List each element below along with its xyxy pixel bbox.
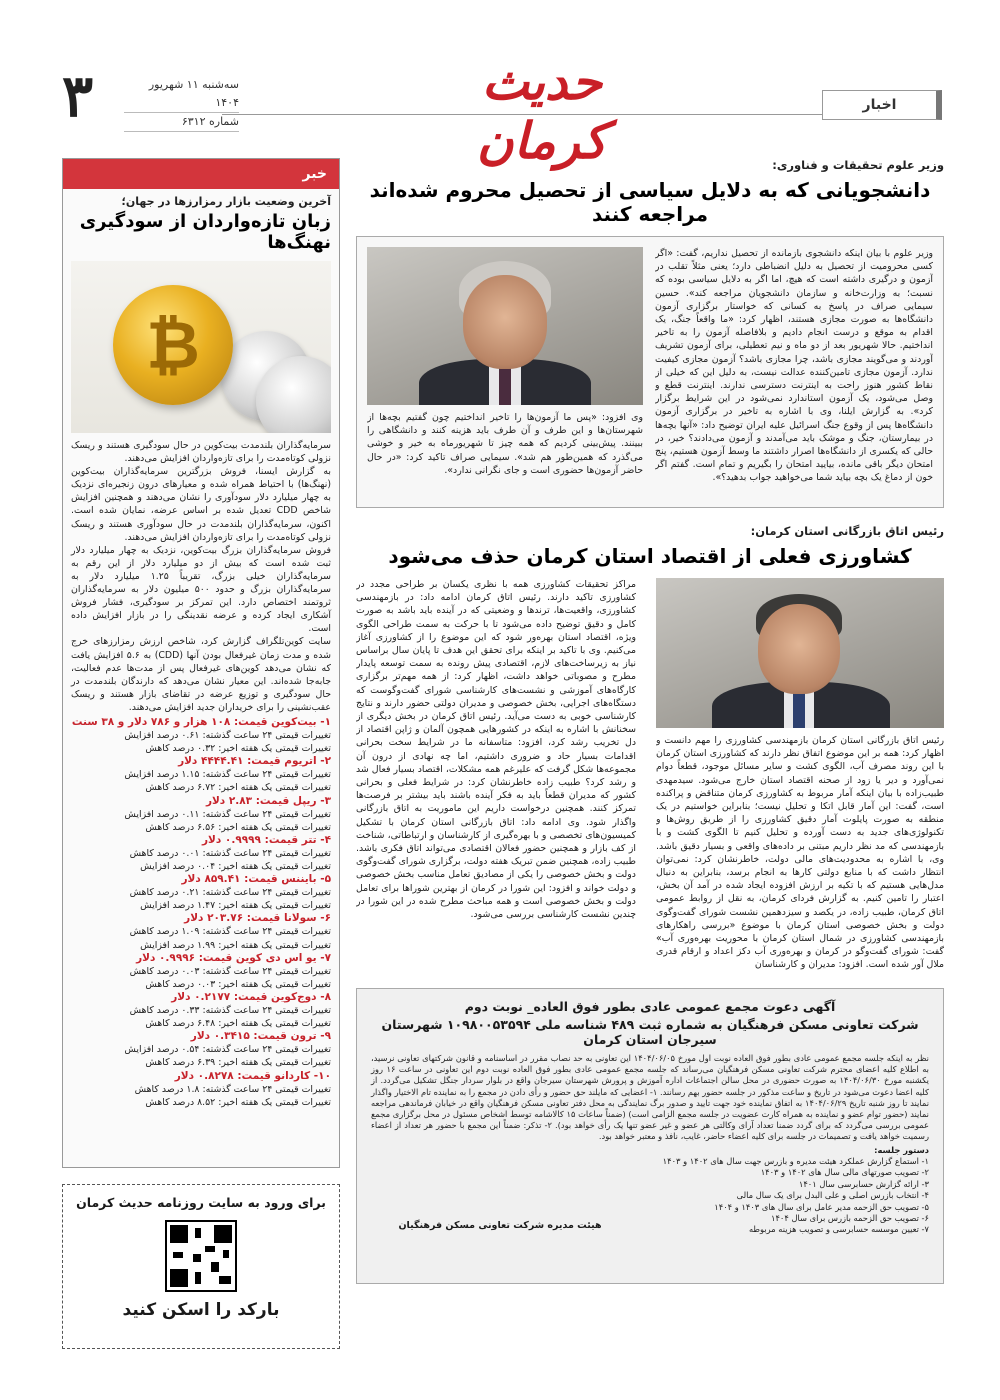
article2-kicker: رئیس اتاق بازرگانی استان کرمان: — [750, 524, 944, 538]
price-item — [71, 716, 331, 755]
price-change-24h: تغییرات قیمتی ۲۴ ساعت گذشته: ۰.۰۱ درصد کاهش — [129, 847, 331, 859]
crypto-kicker: آخرین وضعیت بازار رمزارزها در جهان؛ — [121, 195, 331, 208]
crypto-news-box — [62, 158, 340, 1168]
cooperative-ad-box — [356, 988, 944, 1284]
qr-caption-top: برای ورود به سایت روزنامه حدیث کرمان — [76, 1195, 326, 1210]
price-change-24h: تغییرات قیمتی ۲۴ ساعت گذشته: ۰.۱۱ درصد افزایش — [124, 808, 331, 820]
article1-box — [356, 236, 944, 508]
price-change-week: تغییرات قیمتی یک هفته اخیر: ۶.۳۹ درصد کاهش — [145, 1057, 331, 1069]
article2-text-right: رئیس اتاق بازرگانی استان کرمان بازمهندسی کشاورزی را مهم دانست و اظهار کرد: همه بر این موضوع اتفاق نظر دارند که کشاورزی استان کرمان با این روند مصرف آب، الگوی کشت و سایر مسائل موجود، قطعاً دوام نمی‌آورد و دیر یا زود از صحنه اقتصاد استان خارج می‌شود. سیدمهدی طبیب‌زاده با بیان اینکه آمار مربوط به کشاورزی کرمان متناقض و پراکنده است، گفت: این آمار قابل اتکا و تحلیل نیست؛ بنابراین خواستیم در یک منطقه به صورت پایلوت آمار دقیق کشاورزی را از طریق روش‌ها و تکنولوژی‌های جدید به دست آورده و تحلیل کنیم تا الگوی کشت و با بازمهندسی که مد نظر داریم مبتنی بر داده‌های واقعی و بسیار دقیق باشد. وی، با اشاره به محدودیت‌های مالی دولت، خاطرنشان کرد: نمی‌توان انتظار داشت که با منابع دولتی کارها به انجام برسد، بنابراین به دنبال مدل‌هایی هستیم که با تکیه بر ارزش افزوده ایجاد شده در آمد آن بخش، اعتبار را تامین کنیم. به گزارش فردای کرمان، به نقل از روابط عمومی اتاق کرمان، طبیب زاده، در یکصد و سیزدهمین نشست شورای گفت‌وگوی دولت و بخش خصوصی استان کرمان با موضوع «بررسی راهکارهای بازمهندسی کشاورزی در شمال استان کرمان با محوریت بهره‌وری آب» گفت: شورای گفت‌وگو در کرمان و بهره‌وری آب دکز اعداد و ارقام قدری ملال آور شده است. افزود: مدیران و کارشناسان — [656, 735, 944, 971]
price-change-week: تغییرات قیمتی یک هفته اخیر: ۶.۴۸ درصد کاهش — [145, 1018, 331, 1030]
price-change-24h: تغییرات قیمتی ۲۴ ساعت گذشته: ۱.۰۹ درصد کاهش — [129, 926, 331, 938]
agenda-item: ۳- ارائه گزارش حسابرسی سال ۱۴۰۱ — [798, 1178, 929, 1189]
price-change-week: تغییرات قیمتی یک هفته اخیر: ۸.۵۲ درصد کاهش — [145, 1096, 331, 1108]
ad-signature: هیئت مدیره شرکت تعاونی مسکن فرهنگیان — [398, 1220, 602, 1232]
price-change-week: تغییرات قیمتی یک هفته اخیر: ۰.۳۲ درصد کاهش — [145, 743, 331, 755]
bitcoin-photo — [71, 261, 331, 433]
price-change-week: تغییرات قیمتی یک هفته اخیر: ۶.۵۶ درصد کاهش — [145, 821, 331, 833]
price-title: ۴- تتر قیمت: ۰.۹۹۹۹ دلار — [202, 833, 331, 846]
price-change-week: تغییرات قیمتی یک هفته اخیر: ۰.۰۴ درصد افزایش — [140, 861, 331, 872]
article1-headline[interactable]: دانشجویانی که به دلایل سیاسی از تحصیل محروم شده‌اند مراجعه کنند — [369, 178, 931, 226]
minister-photo — [367, 247, 643, 405]
article1-text-right: وزیر علوم با بیان اینکه دانشجوی بازمانده از تحصیل نداریم، گفت: «اگر کسی محرومیت از تحصیل به دلیل انضباطی دارد؛ یعنی مثلاً تقلب در آزمون و درگیری داشته است که هیچ، اما اگر به دلایل سیاسی بوده که نسبت؛ به وزارت‌خانه و سازمان دانشجویان مراجعه کند». حسین سیمایی صراف در پاسخ به کسانی که خواستار برگزاری آزمون دانشگاه‌ها به صورت مجازی هستند، اظهار کرد: «ما واقعاً جنگ، یک اقدام به موقع و درست انجام دادیم و بلافاصله آزمون را به تاخیر انداختیم. حالا شهریور بعد از دو ماه و نیم تعطیلی، برای آزمون تشریف آوردند و می‌گویند مجازی باشد، چرا مجازی باشد؟ آزمون مجازی کیفیت ندارد. آزمون مجازی تامین‌کننده عدالت نیست، به دلیل این که خیلی از نقاط کشور هنوز راحت به اینترنت دسترسی ندارند. اینترنت قطع و وصل می‌شود، یک آزمون استاندارد نمی‌شود در این شرایط برگزار کرد». به گزارش ایلنا، وی با اشاره به تاخیر در برگزاری آزمون دانشگاه‌ها پس از وقوع جنگ اسرائیل علیه ایران توضیح داد: «آنها بچه‌ها در بیمارستان، جنگ و موشک باید می‌آمدند و آزمون می‌دادند؟ خیر، در حالی که یکسری از دانشگاه‌ها اصرار داشتند ما وسط آزمون هستیم، پنج امتحان دیگر باقی مانده، بیایید امتحان را بگیریم و تمام است. گفتم اگر خون از دماغ یک بچه بیاید شما می‌خواهید جواب بدهید؟». — [655, 248, 933, 484]
price-change-24h: تغییرات قیمتی ۲۴ ساعت گذشته: ۱.۱۵ درصد افزایش — [124, 769, 331, 781]
price-item — [71, 873, 331, 912]
issue-info — [124, 76, 239, 132]
crypto-body — [63, 439, 339, 714]
ad-title: آگهی دعوت مجمع عمومی عادی بطور فوق العاده_ نوبت دوم — [464, 999, 836, 1014]
crypto-paragraph: سرمایه‌گذاران بلندمدت بیت‌کوین در حال سودگیری هستند و ریسک نزولی کوتاه‌مدت را برای تازه‌واردان افزایش می‌دهند. — [71, 440, 331, 465]
price-item — [71, 1070, 331, 1109]
price-item — [71, 991, 331, 1030]
price-item — [71, 952, 331, 991]
agenda-item: ۷- تعیین موسسه حسابرسی و تصویب هزینه مربوطه — [748, 1224, 929, 1235]
ad-agenda — [371, 1145, 929, 1236]
price-title: ۱- بیت‌کوین قیمت: ۱۰۸ هزار و ۷۸۶ دلار و ۳۸ سنت — [71, 715, 331, 728]
qr-promo-box — [62, 1184, 340, 1349]
qr-code-icon[interactable] — [165, 1220, 237, 1292]
chamber-head-photo — [656, 578, 944, 728]
article1-text-left: وی افزود: «پس ما آزمون‌ها را تاخیر انداختیم چون گفتیم بچه‌ها از شهرستان‌ها و این طرف و آن طرف باید هزینه کنند و دانشگاهی را ببینند. پیش‌بینی کردیم که همه چیز تا شهریورماه به خیر و خوشی می‌گذرد که همین‌طور هم شد». سیمایی صراف تاکید کرد: «در حال حاضر آزمون‌ها حضوری است و جای نگرانی ندارد». — [367, 412, 643, 476]
crypto-paragraph: به گزارش ایسنا، فروش بزرگترین سرمایه‌گذاران بیت‌کوین (نهنگ‌ها) با احتیاط همراه شده و معیارهای درون زنجیره‌ای نزدیک به چهار میلیارد دلار سودآوری را نشان می‌دهند و همچنین افزایش شاخص CDD تعدیل شده بر اساس عرضه، نمایان شده است. اکنون، سرمایه‌گذاران بلندمدت در حال سودآوری هستند و ریسک نزولی کوتاه‌مدت را برای تازه‌واردان افزایش می‌دهند. — [71, 466, 331, 543]
article1-kicker: وزیر علوم تحقیقات و فناوری: — [772, 158, 944, 172]
ad-body-text: نظر به اینکه جلسه مجمع عمومی عادی بطور فوق العاده نوبت اول مورخ ۱۴۰۴/۰۶/۰۵ این تعاونی به حد نصاب مقرر در اساسنامه و قانون شرکتهای تعاونی نرسید، به اطلاع کلیه اعضای محترم شرکت تعاونی مسکن فرهنگیان می‌رساند که جلسه مجمع عمومی عادی بطور فوق العاده نوبت دوم این تعاونی در ساعت ۱۶ روز یکشنبه مورخ ۱۴۰۴/۰۶/۳۰ به صورت حضوری در محل سالن اجتماعات اداره آموزش و پرورش شهرستان سیرجان واقع در بلوار سردار جنگل تشکیل می‌گردد. از کلیه اعضا دعوت می‌شود در تاریخ و ساعت مذکور در جلسه حضور بهم رسانند. ۱- اعضایی که مایلند حق حضور و رأی دادن در مجمع را به نماینده تام الاختیار واگذار نمایند تا روز شنبه تاریخ ۱۴۰۴/۰۶/۲۹ به اتفاق نماینده خود جهت تایید و صدور برگ نمایندگی به محل دفتر تعاونی مسکن فرهنگیان واقع در خیابان فرماندهی مراجعه نمایند (حضور توام عضو و نماینده به همراه کارت عضویت در جلسه مجمع الزامی است) (ضمناً ساعات ۱۵ کالاشامه توسط اشخاص مسئول در محل برگزاری مجمع عمومی بررسی می‌گردد که برای گردد ضمنا تعداد آرای وکالتی هر عضو و غیر عضو تنها یک رأی خواهد بود). ۲- تذکر: ضمناً این مجمع با حضور هر تعداد از اعضاء رسمیت خواهد یافت و تصمیمات در جلسه برای کلیه اعضاء حاضر، غایب، نافذ و معتبر خواهد بود. — [371, 1053, 930, 1142]
bitcoin-coin-icon — [113, 285, 233, 405]
issue-date: سه‌شنبه ۱۱ شهریور ۱۴۰۴ — [124, 76, 239, 113]
price-title: ۵- بایننس قیمت: ۸۵۹.۴۱ دلار — [181, 873, 331, 886]
price-change-week: تغییرات قیمتی یک هفته اخیر: ۶.۷۲ درصد کاهش — [145, 782, 331, 794]
price-title: ۳- ریپل قیمت: ۲.۸۳ دلار — [205, 794, 331, 807]
agenda-item: ۵- تصویب حق الزحمه مدیر عامل برای سال های ۱۴۰۳ و ۱۴۰۴ — [714, 1201, 929, 1212]
price-change-24h: تغییرات قیمتی ۲۴ ساعت گذشته: ۰.۵۴ درصد افزایش — [124, 1044, 331, 1056]
price-title: ۱۰- کاردانو قیمت: ۰.۸۲۷۸ دلار — [174, 1069, 331, 1082]
price-title: ۶- سولانا قیمت: ۲۰۳.۷۶ دلار — [184, 912, 331, 925]
bitcoin-symbol-icon: ₿ — [146, 307, 200, 384]
sidebar-column — [62, 158, 340, 1349]
ad-subtitle: شرکت تعاونی مسکن فرهنگیان به شماره ثبت ۴۸۹ شناسه ملی ۱۰۹۸۰۰۵۳۵۹۴ شهرستان سیرجان استان کرمان — [381, 1017, 919, 1047]
price-change-24h: تغییرات قیمتی ۲۴ ساعت گذشته: ۰.۲۱ درصد کاهش — [129, 887, 331, 899]
price-item — [71, 912, 331, 951]
price-change-week: تغییرات قیمتی یک هفته اخیر: ۰.۰۳ درصد کاهش — [145, 978, 331, 990]
price-change-24h: تغییرات قیمتی ۲۴ ساعت گذشته: ۰.۶۱ درصد افزایش — [124, 730, 331, 742]
crypto-paragraph: فروش سرمایه‌گذاران بزرگ بیت‌کوین، نزدیک به چهار میلیارد دلار ثبت شده است که بیش از دو میلیارد دلار از این رقم به سرمایه‌گذاران خیلی بزرگ، تقریباً ۱.۲۵ میلیارد دلار به سرمایه‌گذاران بزرگ و حدود ۵۰۰ میلیون دلار به سرمایه‌گذاران ثروتمند اختصاص دارد. این تمرکز بر سودگیری، فشار فروش آشکاری ایجاد کرده و عرضه نقدینگی را در بازار افزایش داده است. — [71, 544, 331, 635]
price-title: ۹- ترون قیمت: ۰.۳۴۱۵ دلار — [190, 1030, 331, 1043]
price-change-week: تغییرات قیمتی یک هفته اخیر: ۱.۹۹ درصد افزایش — [140, 939, 331, 951]
agenda-item: ۲- تصویب صورتهای مالی سال های ۱۴۰۲ و ۱۴۰۳ — [760, 1167, 929, 1178]
agenda-title: دستور جلسه: — [874, 1144, 929, 1155]
news-tab: خبر — [63, 159, 339, 189]
crypto-price-list — [63, 714, 339, 1109]
price-item — [71, 1030, 331, 1069]
newspaper-logo[interactable]: حدیث کرمان — [476, 52, 608, 170]
main-column — [356, 158, 944, 1284]
price-change-week: تغییرات قیمتی یک هفته اخیر: ۱.۴۷ درصد افزایش — [140, 900, 331, 912]
qr-caption-bottom: بارکد را اسکن کنید — [122, 1300, 280, 1320]
price-title: ۸- دوج‌کوین قیمت: ۰.۲۱۷۷ دلار — [171, 990, 331, 1003]
article2-body — [356, 578, 944, 978]
price-change-24h: تغییرات قیمتی ۲۴ ساعت گذشته: ۰.۰۳ درصد کاهش — [129, 965, 331, 977]
agenda-item: ۶- تصویب حق الزحمه بازرس برای سال ۱۴۰۴ — [770, 1213, 929, 1224]
article2-text-left: مراکز تحقیقات کشاورزی همه با نظری یکسان بر طراحی مجدد در کشاورزی تاکید دارند. رئیس اتاق کرمان ادامه داد: در بازمهندسی کشاورزی، واقعیت‌ها، ترندها و وضعیتی که در آینده باید باشد به صورت کامل و دقیق توضیح داده می‌شود تا با حرکت به سمت طراحی الگوی ویژه، اقتصاد استان بهره‌ور شود که این موضوع را از کشاورزی آغاز می‌کنیم. وی با تاکید بر اینکه برای تحقق این هدف تا پایان سال براساس نیاز به زیرساخت‌های لازم، اقتصادی پیش رونده به سمت توسعه پایدار مطرح و مصوباتی خواهد داشت، اظهار کرد: از همه مهم‌تر برگزاری کارگاه‌های آموزشی و نشست‌های کارشناسی شورای گفت‌وگوست که دستگاه‌های اجرایی، بخش خصوصی و مدیران دولتی حضور دارند و نتایج کارشناسی خوبی به دست می‌آید. رئیس اتاق کرمان در بخش دیگری از سخنانش با اشاره به اینکه در کشورهایی همچون آلمان و ژاپن اقتصاد از دل تخریب رشد کرد، افزود: متاسفانه ما در شرایط سخت بحرانی اقدامات بسیار حاد و ضروری داشتیم، اما چه نهادی از درون آن مجموعه‌ها شکل گرفت که علیرغم همه مشکلات، اقتصاد بسیار فعال شد و رشد کرد؟ طبیب زاده خاطرنشان کرد: در شرایط فعلی و بحرانی کشور که مدیران قطعاً باید به فکر آینده باشند باید بیشتر بر فرصت‌ها تمرکز کنند. همچنین درخواست داریم این ماموریت به اتاق بازرگانی واگذار شود. وی ادامه داد: اتاق بازرگانی استان کرمان با تشکیل کمیسیون‌های تخصصی و با بهره‌گیری از کارشناسان و ارتباطاتی، شناخت از کف بازار و همچنین حضور فعالان اقتصادی می‌تواند اتاق فکری باشد. طبیب زاده، همچنین ضمن تبریک هفته دولت، برگزاری شورای گفت‌وگوی دولت و بخش خصوصی را یکی از مصادیق تعامل مناسب بخش خصوصی و دولت خواند و افزود: این شورا در کرمان از بهترین شوراها برای تعامل دولت و بخش خصوصی است و همه مباحث مطرح شده در این شورا در چندین نشست کارشناسی بررسی می‌شود. — [356, 579, 636, 921]
issue-number: شماره ۶۳۱۲ — [124, 113, 239, 132]
crypto-title[interactable]: زبان تازه‌واردان از سودگیری نهنگ‌ها — [79, 211, 331, 253]
price-item — [71, 795, 331, 834]
price-item — [71, 834, 331, 873]
article2-headline[interactable]: کشاورزی فعلی از اقتصاد استان کرمان حذف می‌شود — [388, 544, 912, 568]
agenda-item: ۴- انتخاب بازرس اصلی و علی البدل برای یک سال مالی — [736, 1190, 929, 1201]
price-title: ۲- اتریوم قیمت: ۴۴۴۴.۴۱ دلار — [178, 755, 331, 768]
agenda-item: ۱- استماع گزارش عملکرد هیئت مدیره و بازرس جهت سال های ۱۴۰۲ و ۱۴۰۳ — [662, 1156, 929, 1167]
price-item — [71, 755, 331, 794]
page-number: ۳ — [62, 62, 94, 130]
section-label: اخبار — [822, 90, 942, 120]
crypto-paragraph: سایت کوین‌تلگراف گزارش کرد، شاخص ارزش رمزارزهای خرج شده و مدت زمان غیرفعال بودن آنها (CDD) به ۵.۶ افزایش یافت که نشان می‌دهد کوین‌های غیرفعال پس از مدت‌ها عدم فعالیت، جابه‌جا شده‌اند. این معیار نشان می‌دهد که دارندگان بلندمدت در حال سودگیری و توزیع عرضه در تقاضای بازار هستند و ریسک عقب‌نشینی را برای خریداران جدید افزایش می‌دهند. — [71, 636, 331, 713]
price-change-24h: تغییرات قیمتی ۲۴ ساعت گذشته: ۱.۸ درصد کاهش — [134, 1083, 331, 1095]
price-title: ۷- یو اس دی کوین قیمت: ۰.۹۹۹۶ دلار — [136, 951, 331, 964]
price-change-24h: تغییرات قیمتی ۲۴ ساعت گذشته: ۰.۳۳ درصد کاهش — [129, 1005, 331, 1017]
